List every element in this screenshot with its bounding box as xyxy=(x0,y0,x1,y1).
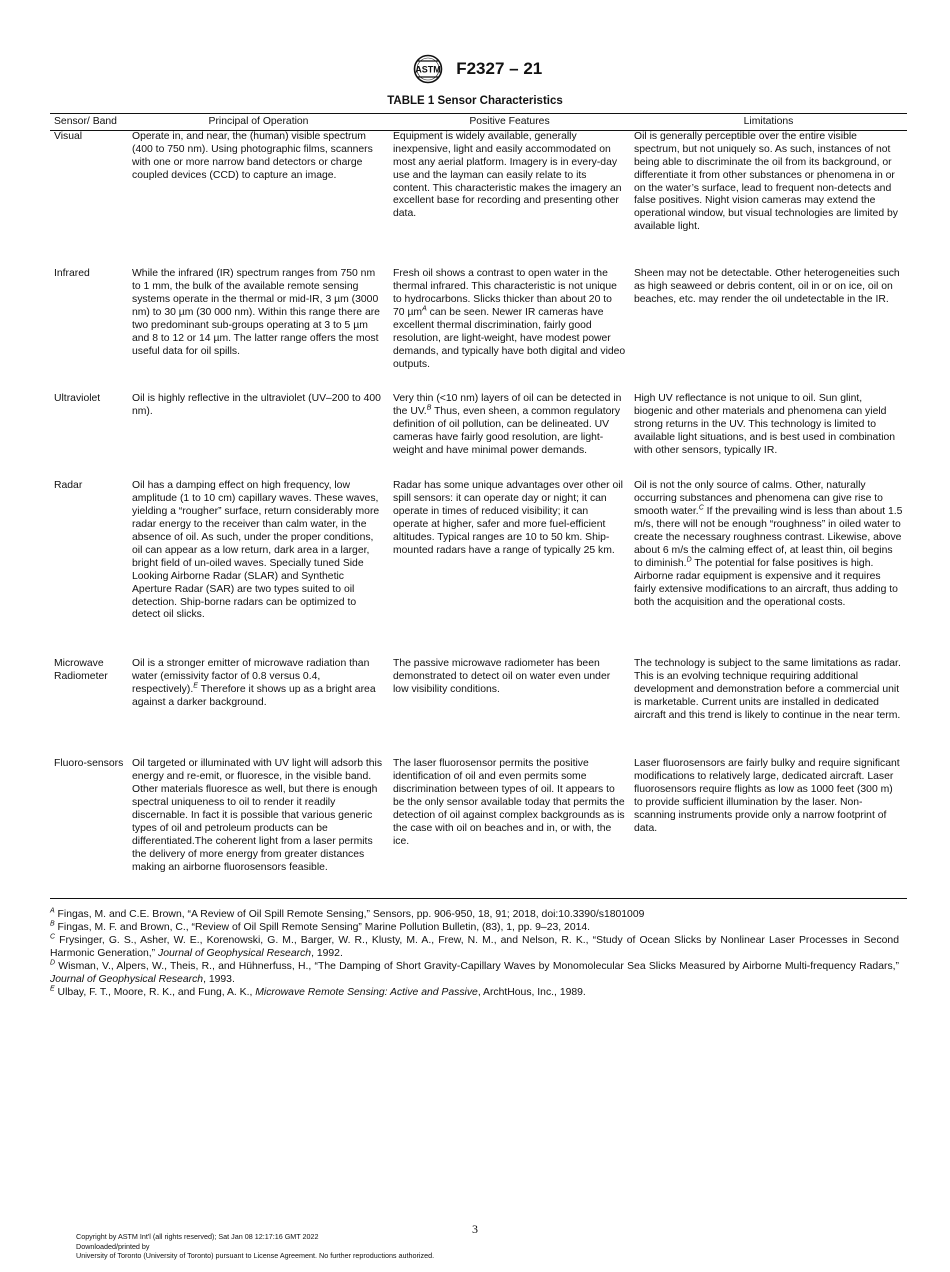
principle-cell: Oil has a damping effect on high frequency, low amplitude (1 to 10 cm) capillary waves. These waves, yielding a “rougher” surface, return considerably more radar energy to the receiver than calm water, in the absence of oil. As such, under the proper conditions, oil can appear as a low return, dark area in a larger, bright field of un-oiled waves. Specially tuned Side Looking Airborne Radar (SLAR) and Synthetic Aperture Radar (SAR) are two types suited to oil detection. Ship-borne radars can be optimized to detect oil slicks. xyxy=(132,480,380,621)
limitations-text: The potential for false positives is high. Airborne radar equipment is expensive and it requires fairly extensive modifications to an aircraft, thus adding to both the acquisition and the operational costs. xyxy=(634,557,898,608)
copyright-line: Downloaded/printed by xyxy=(76,1241,150,1251)
principle-text: Oil is a stronger emitter of microwave radiation than water (emissivity factor of 0.8 versus 0.4, respectively). xyxy=(132,658,370,696)
footnote-journal: Microwave Remote Sensing: Active and Passive xyxy=(255,987,478,998)
page-number: 3 xyxy=(472,1222,478,1236)
limitations-cell: Laser fluorosensors are fairly bulky and require significant modifications to relatively large, dedicated aircraft. Laser fluorosensors require flights as low as 1000 feet (300 m) to provide sufficient illumination by the laser. Non-scanning instruments provide only a narrow footprint of data. xyxy=(630,758,907,898)
principle-cell: Oil targeted or illuminated with UV light will adsorb this energy and re-emit, or fluoresce, in the visible band. Other materials fluoresce as well, but there is enough spectral uniqueness to oil to render it readily discernable. In fact it is possible that various generic types of oil and petroleum products can be differentiated.The coherent light from a laser permits the delivery of more energy from greater distances making an airborne fluorosensors feasible. xyxy=(128,758,389,898)
principle-cell: Oil is highly reflective in the ultraviolet (UV–200 to 400 nm). xyxy=(132,393,381,418)
footnote-journal: Journal of Geophysical Research xyxy=(158,948,312,959)
copyright-notice xyxy=(76,1232,434,1261)
footnote-ref: D xyxy=(686,556,692,564)
footnote-text: , ArchtHous, Inc., 1989. xyxy=(477,987,586,998)
sensor-cell: Visual xyxy=(54,130,83,142)
footnote-mark: E xyxy=(50,985,55,993)
sensor-cell: Fluoro-sensors xyxy=(50,758,128,898)
footnote-journal: Journal of Geophysical Research xyxy=(50,974,204,985)
limitations-cell: Oil is generally perceptible over the entire visible spectrum, but not uniquely so. As such, instances of not being able to discriminate the oil from its background, or differentiate it from other substances or phenomena in or on the water’s surface, lead to frequent non-detects and false positives. Night vision cameras may extend the operational window, but visual technologies are limited by available light. xyxy=(634,130,898,233)
table-header-row xyxy=(50,114,907,131)
footnote-text: Ulbay, F. T., Moore, R. K., and Fung, A. K., xyxy=(54,987,256,998)
table-row xyxy=(50,130,907,268)
footnote-mark: A xyxy=(50,907,55,915)
column-header-sensor: Sensor/ Band xyxy=(50,114,128,131)
footnote-text: Fingas, M. F. and Brown, C., “Review of Oil Spill Remote Sensing” Marine Pollution Bulletin, (83), 1, pp. 9–23, 2014. xyxy=(54,922,591,933)
table-row xyxy=(50,268,907,393)
footnote-ref: C xyxy=(698,504,704,512)
principle-cell: While the infrared (IR) spectrum ranges from 750 nm to 1 mm, the bulk of the available remote sensing systems operate in the thermal or mid-IR, 3 µm (3000 nm) to 30 µm (30 000 nm). Within this range there are two predominant sub-groups operating at 3 to 5 µm and 8 to 12 or 14 µm. The latter range offers the most useful data for oil spills. xyxy=(132,268,380,357)
sensor-characteristics-table xyxy=(50,113,907,899)
document-header xyxy=(0,54,950,84)
footnote-ref: E xyxy=(193,682,198,690)
footnote xyxy=(50,934,899,960)
sensor-cell: Radar xyxy=(54,480,83,492)
footnote-ref: A xyxy=(422,305,427,313)
copyright-line: Copyright by ASTM Int'l (all rights reserved); Sat Jan 08 12:17:16 GMT 2022 xyxy=(76,1232,319,1241)
positive-cell: Radar has some unique advantages over other oil spill sensors: it can operate day or night; it can operate in times of reduced visibility; it can operate at higher, safer and more fuel-efficient altitudes. Typical ranges are 10 to 50 km. Ship-mounted radars have a range of typically 25 km. xyxy=(393,480,623,556)
positive-cell: The passive microwave radiometer has been demonstrated to detect oil on water even under low visibility conditions. xyxy=(393,658,611,696)
column-header-principle: Principal of Operation xyxy=(128,114,389,131)
footnote-text: Fingas, M. and C.E. Brown, “A Review of Oil Spill Remote Sensing,” Sensors, pp. 906-950, 18, 91; 2018, doi:10.3390/s1801009 xyxy=(54,909,645,920)
footnote-mark: D xyxy=(50,959,56,967)
limitations-cell: Sheen may not be detectable. Other heterogeneities such as high seaweed or debris content, oil in or on ice, oil on beaches, etc. may render the oil undetectable in the IR. xyxy=(634,268,900,306)
limitations-cell: High UV reflectance is not unique to oil. Sun glint, biogenic and other materials and phenomena can yield strong returns in the UV. This technology is limited to available light situations, and is best used in combination with other sensors, typically IR. xyxy=(634,393,896,457)
sensor-cell: Infrared xyxy=(54,268,90,280)
limitations-text: If the prevailing wind is less than about 1.5 m/s, there will not be enough “roughness” in oiled water to create the necessary roughness contrast. Likewise, above about 6 m/s the calming effect of, at least thin, oil begins to diminish. xyxy=(634,506,903,569)
positive-text: Thus, even sheen, a common regulatory definition of oil pollution, can be delineated. UV cameras have fairly good resolution, are light-weight and have minimal power demands. xyxy=(393,406,621,457)
footnote-mark: C xyxy=(50,933,56,941)
copyright-line: University of Toronto (University of Toronto) pursuant to License Agreement. No further reproductions authorized. xyxy=(76,1251,435,1260)
positive-cell xyxy=(389,268,630,393)
footnote xyxy=(50,986,899,999)
footnote-ref: B xyxy=(426,404,432,412)
astm-logo-icon xyxy=(408,54,448,84)
positive-text: Very thin (<10 nm) layers of oil can be detected in the UV. xyxy=(393,393,622,418)
table-row xyxy=(50,393,907,480)
footnotes xyxy=(50,908,899,999)
principle-text: Therefore it shows up as a bright area against a darker background. xyxy=(132,684,376,709)
document-id: F2327 – 21 xyxy=(456,59,543,78)
positive-cell xyxy=(389,393,630,480)
table-row xyxy=(50,758,907,898)
positive-text: Fresh oil shows a contrast to open water in the thermal infrared. This characteristic is not unique to hydrocarbons. Slicks thicker than about 20 to 70 µm xyxy=(393,268,617,319)
limitations-text: Oil is not the only source of calms. Other, naturally occurring substances and phenomena can give rise to smooth water. xyxy=(634,480,883,518)
sensor-cell: Ultraviolet xyxy=(54,393,101,405)
logo-text: ASTM xyxy=(415,64,441,75)
table-title: TABLE 1 Sensor Characteristics xyxy=(387,95,563,107)
principle-cell: Operate in, and near, the (human) visible spectrum (400 to 750 nm). Using photographic films, scanners with one or more narrow band detectors or charge coupled devices (CCD) to capture an image. xyxy=(132,130,373,181)
positive-cell: The laser fluorosensor permits the positive identification of oil and even permits some discrimination between types of oil. It appears to be the only sensor available today that permits the detection of oil against complex backgrounds as is the case with oil on beaches and in, or with, the ice. xyxy=(389,758,630,898)
positive-cell: Equipment is widely available, generally inexpensive, light and easily accommodated on most any aerial platform. Imagery is in every-day use and the layman can easily relate to its content. This characteristic makes the imagery an excellent base for recording and presenting other data. xyxy=(393,130,622,220)
footnote xyxy=(50,960,899,986)
sensor-cell: Microwave Radiometer xyxy=(54,658,108,683)
principle-cell xyxy=(128,658,389,758)
column-header-positive: Positive Features xyxy=(389,114,630,131)
table-row xyxy=(50,480,907,658)
footnote xyxy=(50,921,899,934)
footnote-text: Wisman, V., Alpers, W., Theis, R., and Hühnerfuss, H., “The Damping of Short Gravity-Capillary Waves by Monomolecular Sea Slicks Measured by Airborne Multi-frequency Radars,” xyxy=(55,961,899,972)
footnote-text: , 1993. xyxy=(203,974,235,985)
table-row xyxy=(50,658,907,758)
footnote xyxy=(50,908,899,921)
footnote-mark: B xyxy=(50,920,55,928)
limitations-cell: The technology is subject to the same limitations as radar. This is an evolving technique requiring additional development and demonstration before a commercial unit is marketable. Current units are installed in dedicated aircraft and this trend is likely to continue in the near term. xyxy=(634,658,901,722)
footnote-text: Frysinger, G. S., Asher, W. E., Korenowski, G. M., Barger, W. R., Klusty, M. A., Frew, N. M., and Nelson, R. K., “Study of Ocean Slicks by Nonlinear Laser Processes in Second Harmonic Generation,” xyxy=(50,935,899,959)
positive-text: can be seen. Newer IR cameras have excellent thermal discrimination, fairly good resolution, are light-weight, have modest power demands, and typically have both digital and video outputs. xyxy=(393,307,626,370)
limitations-cell xyxy=(630,480,907,658)
column-header-limitations: Limitations xyxy=(630,114,907,131)
footnote-text: , 1992. xyxy=(311,948,343,959)
